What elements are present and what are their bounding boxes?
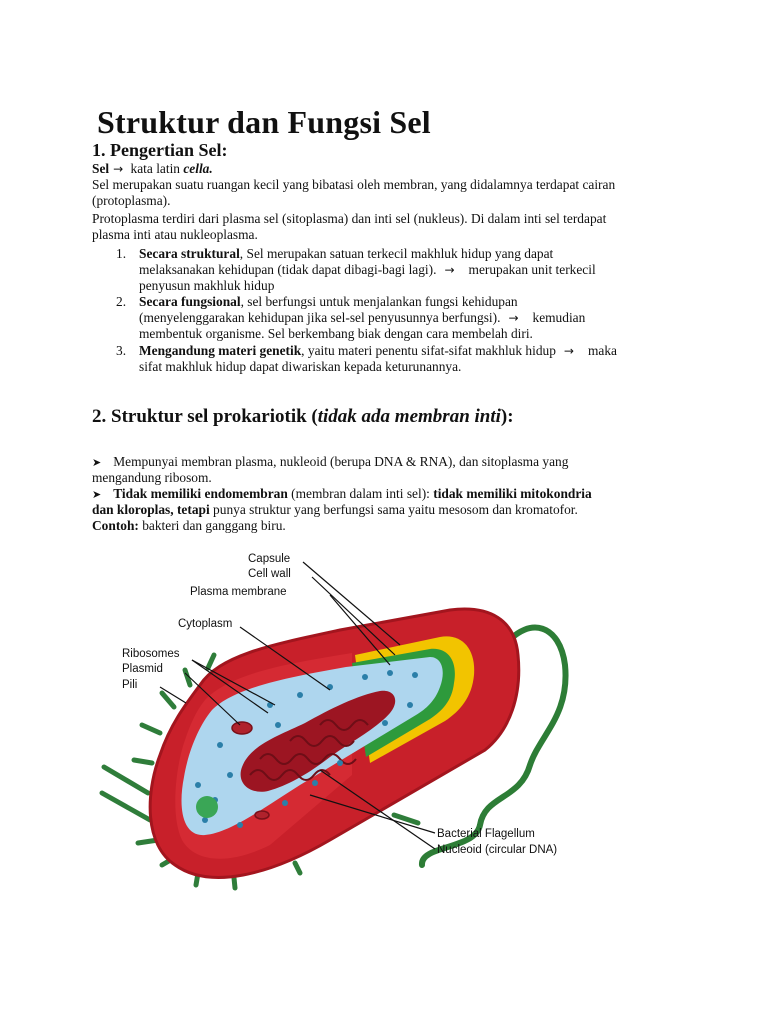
paragraph-1-line-1: Sel merupakan suatu ruangan kecil yang bibatasi oleh membran, yang didalamnya terdapat cairan bbox=[92, 177, 616, 192]
list-item-3-text-1b: maka bbox=[587, 343, 617, 358]
arrowhead-bullet-icon: ➤ bbox=[92, 456, 102, 469]
list-item-2-text-2b: kemudian bbox=[532, 310, 586, 325]
list-item-2-text: , sel berfungsi untuk menjalankan fungsi kehidupan bbox=[240, 294, 518, 309]
plasmid bbox=[232, 722, 252, 734]
paragraph-2-line-1: Protoplasma terdiri dari plasma sel (sitoplasma) dan inti sel (nukleus). Di dalam inti sel terdapat bbox=[92, 211, 607, 226]
list-item-3-bold: Mengandung materi genetik bbox=[139, 343, 302, 358]
label-capsule: Capsule bbox=[248, 553, 291, 565]
label-bacterial-flagellum: Bacterial Flagellum bbox=[437, 828, 535, 840]
bullet-1-line-1 bbox=[92, 454, 568, 471]
arrowhead-bullet-icon: ➤ bbox=[92, 488, 102, 501]
prokaryotic-cell-diagram bbox=[90, 545, 590, 905]
list-item-3-text: , yaitu materi penentu sifat-sifat makhluk hidup bbox=[301, 343, 556, 358]
list-item-2-line-3: membentuk organisme. Sel berkembang biak dengan cara membelah diri. bbox=[139, 326, 533, 341]
list-item-1-text-2b: merupakan unit terkecil bbox=[468, 262, 596, 277]
bullet-2-bold-2: tidak memiliki mitokondria bbox=[433, 486, 592, 501]
bullet-2-line-1 bbox=[92, 486, 592, 503]
section-2-heading bbox=[92, 406, 514, 428]
sel-latin-prefix: kata latin bbox=[130, 161, 180, 176]
sel-definition-line bbox=[92, 161, 213, 177]
example-line bbox=[92, 518, 286, 534]
plasmid-small bbox=[255, 811, 269, 819]
list-item-1-line-2 bbox=[139, 262, 596, 278]
paragraph-1-line-2: (protoplasma). bbox=[92, 193, 171, 208]
list-item-1-text-2: melaksanakan kehidupan (tidak dapat dibagi-bagi lagi). bbox=[139, 262, 437, 277]
label-plasma-membrane: Plasma membrane bbox=[190, 586, 287, 598]
label-nucleoid: Nucleoid (circular DNA) bbox=[437, 844, 558, 856]
bullet-2-line-2 bbox=[92, 502, 578, 518]
bullet-2-bold-1: Tidak memiliki endomembran bbox=[113, 486, 288, 501]
example-label: Contoh: bbox=[92, 518, 139, 533]
label-ribosomes: Ribosomes bbox=[122, 648, 180, 660]
example-text: bakteri dan ganggang biru. bbox=[138, 518, 286, 533]
list-item-1-bold: Secara struktural bbox=[139, 246, 240, 261]
sel-word: Sel bbox=[92, 161, 110, 176]
arrow-right-icon: → bbox=[444, 263, 455, 277]
storage-granule bbox=[196, 796, 218, 818]
page-title: Struktur dan Fungsi Sel bbox=[97, 104, 431, 140]
bullet-2-bold-3: dan kloroplas, tetapi bbox=[92, 502, 210, 517]
label-cytoplasm: Cytoplasm bbox=[178, 618, 233, 630]
label-cell-wall: Cell wall bbox=[248, 568, 291, 580]
list-item-1-line-3: penyusun makhluk hidup bbox=[139, 278, 275, 293]
bullet-2-text-2: punya struktur yang berfungsi sama yaitu mesosom dan kromatofor. bbox=[209, 502, 578, 517]
list-item-3-line-2: sifat makhluk hidup dapat diwariskan kepada keturunannya. bbox=[139, 359, 462, 374]
arrow-right-icon: → bbox=[113, 162, 124, 176]
list-item-3-line-1 bbox=[139, 343, 617, 359]
label-pili: Pili bbox=[122, 679, 138, 691]
sel-latin-word: cella. bbox=[183, 161, 213, 176]
section-1-heading: 1. Pengertian Sel: bbox=[92, 140, 228, 160]
list-item-2-number: 2. bbox=[116, 294, 127, 309]
arrow-right-icon: → bbox=[508, 311, 519, 325]
list-item-1-line-1 bbox=[139, 246, 553, 262]
bullet-1-line-2: mengandung ribosom. bbox=[92, 470, 212, 485]
list-item-2-line-1 bbox=[139, 294, 518, 310]
arrow-right-icon: → bbox=[563, 344, 574, 358]
bullet-2-text: (membran dalam inti sel): bbox=[287, 486, 434, 501]
list-item-2-line-2 bbox=[139, 310, 585, 326]
list-item-1-text: , Sel merupakan satuan terkecil makhluk hidup yang dapat bbox=[239, 246, 554, 261]
list-item-1-number: 1. bbox=[116, 246, 127, 261]
section-2-heading-suffix: ): bbox=[500, 406, 514, 427]
bullet-1-text: Mempunyai membran plasma, nukleoid (berupa DNA & RNA), dan sitoplasma yang bbox=[113, 454, 569, 469]
list-item-3-number: 3. bbox=[116, 343, 127, 358]
list-item-2-bold: Secara fungsional bbox=[139, 294, 241, 309]
list-item-2-text-2: (menyelenggarakan kehidupan jika sel-sel penyusunnya berfungsi). bbox=[139, 310, 501, 325]
label-plasmid: Plasmid bbox=[122, 663, 163, 675]
section-2-heading-italic: tidak ada membran inti bbox=[317, 406, 501, 427]
paragraph-2-line-2: plasma inti atau nukleoplasma. bbox=[92, 227, 258, 242]
section-2-heading-prefix: 2. Struktur sel prokariotik ( bbox=[92, 406, 318, 427]
